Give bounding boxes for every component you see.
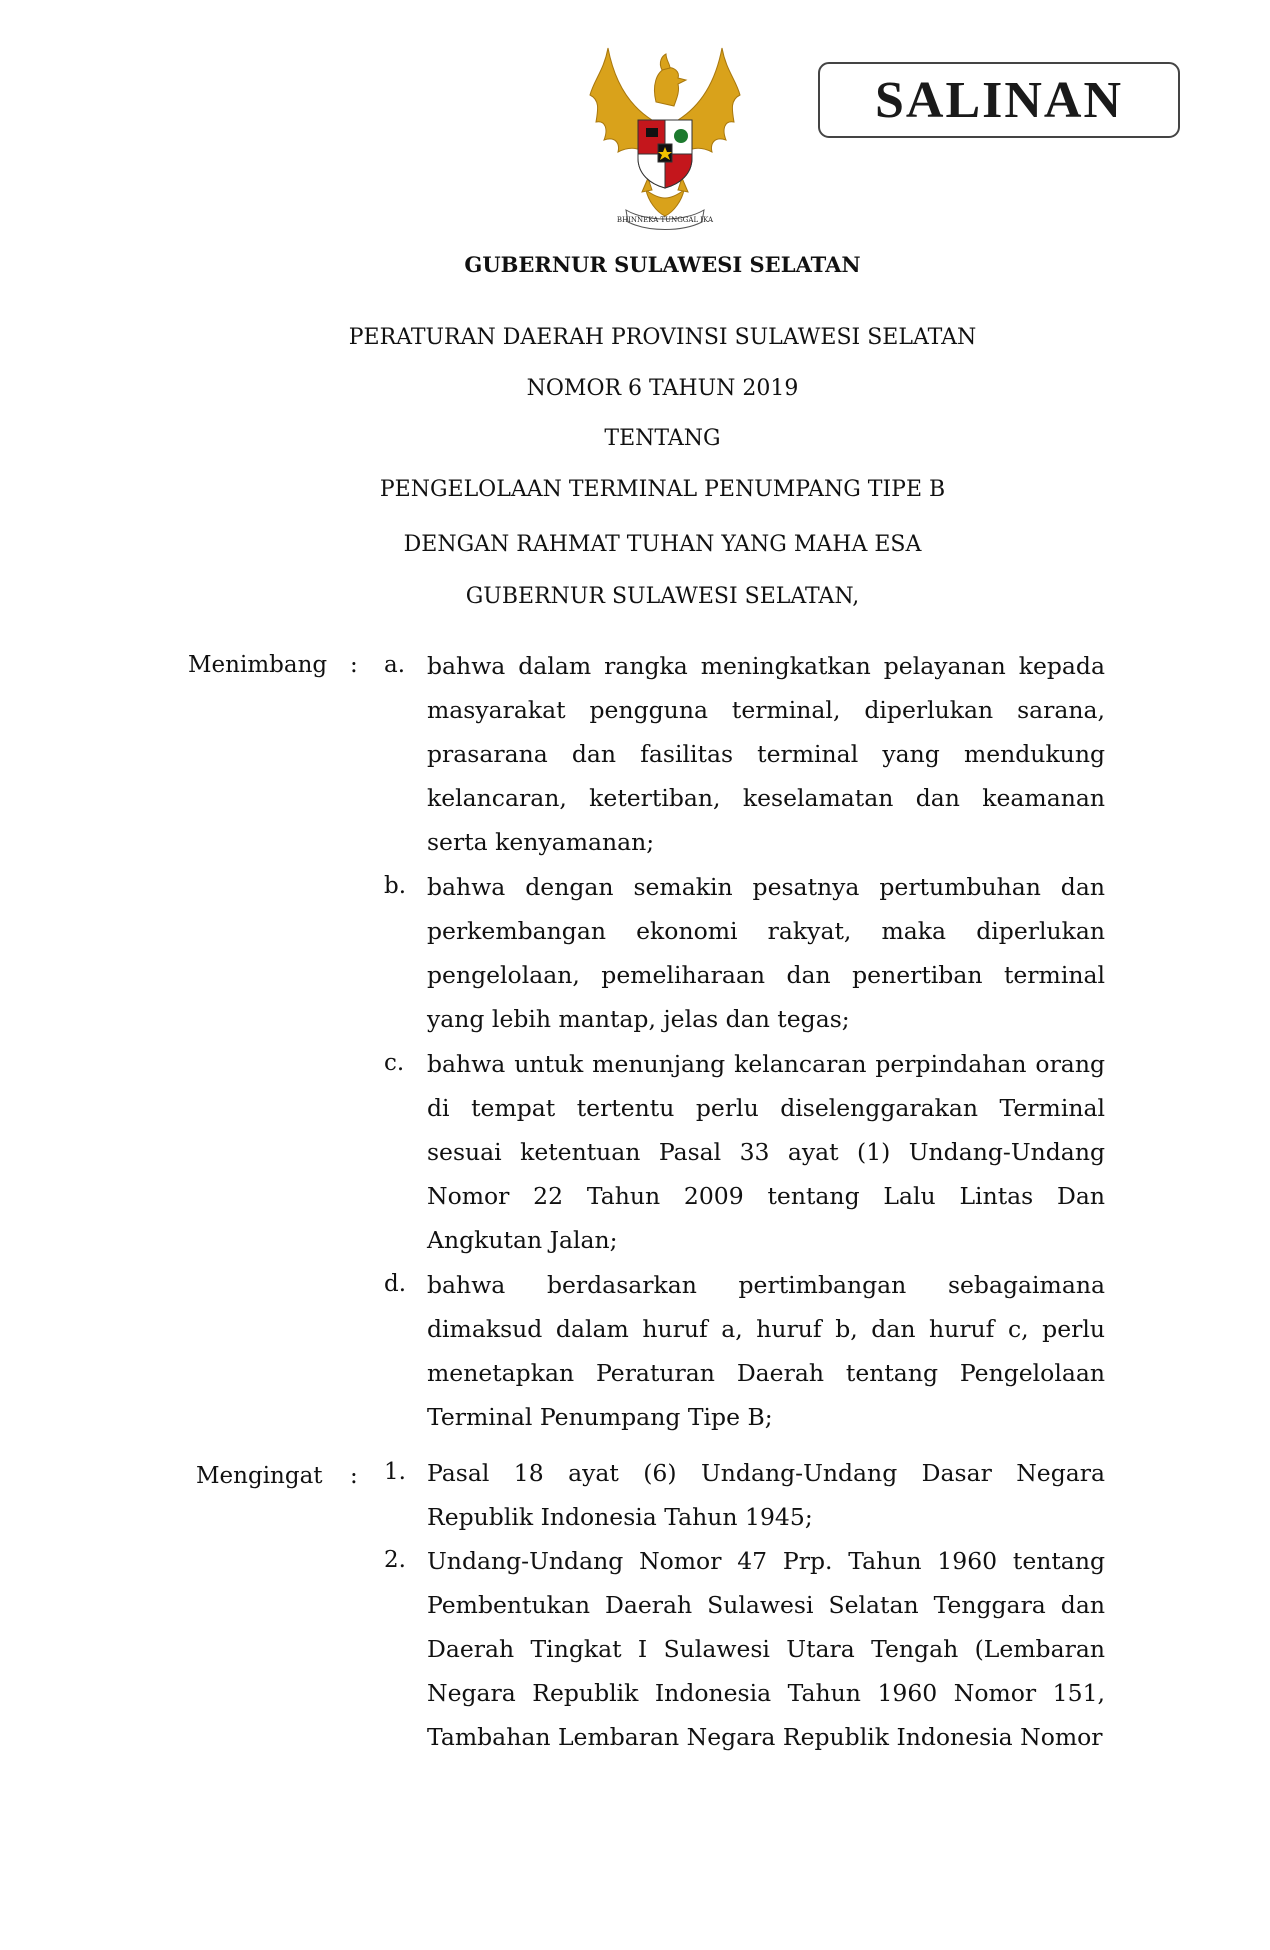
menimbang-colon: : xyxy=(350,652,358,678)
menimbang-mark-d: d. xyxy=(384,1271,407,1297)
mengingat-item-2: Undang-Undang Nomor 47 Prp. Tahun 1960 tentang Pembentukan Daerah Sulawesi Selatan Tenggara dan Daerah Tingkat I Sulawesi Utara Tengah (Lembaran Negara Republik Indonesia Tahun 1960 Nomor 151, Tambahan Lembaran Negara Republik Indonesia Nomor xyxy=(427,1547,1105,1751)
regulation-number: NOMOR 6 TAHUN 2019 xyxy=(526,376,799,401)
menimbang-mark-c: c. xyxy=(384,1050,405,1076)
salinan-stamp: SALINAN xyxy=(818,62,1180,138)
regulation-title: PERATURAN DAERAH PROVINSI SULAWESI SELATAN xyxy=(348,325,977,350)
garuda-emblem-icon xyxy=(586,40,744,230)
mengingat-label: Mengingat xyxy=(196,1463,323,1489)
menimbang-mark-b: b. xyxy=(384,873,407,899)
menimbang-item-d: bahwa berdasarkan pertimbangan sebagaimana dimaksud dalam huruf a, huruf b, dan huruf c, perlu menetapkan Peraturan Daerah tentang Pengelolaan Terminal Penumpang Tipe B; xyxy=(427,1271,1105,1431)
mengingat-mark-2: 2. xyxy=(384,1547,406,1573)
menimbang-item-c: bahwa untuk menunjang kelancaran perpindahan orang di tempat tertentu perlu diselenggarakan Terminal sesuai ketentuan Pasal 33 ayat (1) Undang-Undang Nomor 22 Tahun 2009 tentang Lalu Lintas Dan Angkutan Jalan; xyxy=(427,1050,1105,1254)
menimbang-mark-a: a. xyxy=(384,652,406,678)
invocation: DENGAN RAHMAT TUHAN YANG MAHA ESA xyxy=(403,532,922,557)
regulation-subject: PENGELOLAAN TERMINAL PENUMPANG TIPE B xyxy=(379,477,946,502)
about-label: TENTANG xyxy=(604,426,721,451)
menimbang-label: Menimbang xyxy=(188,652,328,678)
mengingat-mark-1: 1. xyxy=(384,1459,406,1485)
menimbang-item-a: bahwa dalam rangka meningkatkan pelayanan kepada masyarakat pengguna terminal, diperlukan sarana, prasarana dan fasilitas terminal yang mendukung kelancaran, ketertiban, keselamatan dan keamanan serta kenyamanan; xyxy=(427,652,1105,856)
mengingat-item-1: Pasal 18 ayat (6) Undang-Undang Dasar Negara Republik Indonesia Tahun 1945; xyxy=(427,1459,1105,1531)
emblem-motto: BHINNEKA TUNGGAL IKA xyxy=(616,216,714,224)
issuer-line: GUBERNUR SULAWESI SELATAN, xyxy=(465,584,860,609)
menimbang-item-b: bahwa dengan semakin pesatnya pertumbuhan dan perkembangan ekonomi rakyat, maka diperlukan pengelolaan, pemeliharaan dan penertiban terminal yang lebih mantap, jelas dan tegas; xyxy=(427,873,1105,1033)
mengingat-colon: : xyxy=(350,1463,358,1489)
issuer-heading: GUBERNUR SULAWESI SELATAN xyxy=(464,252,861,277)
